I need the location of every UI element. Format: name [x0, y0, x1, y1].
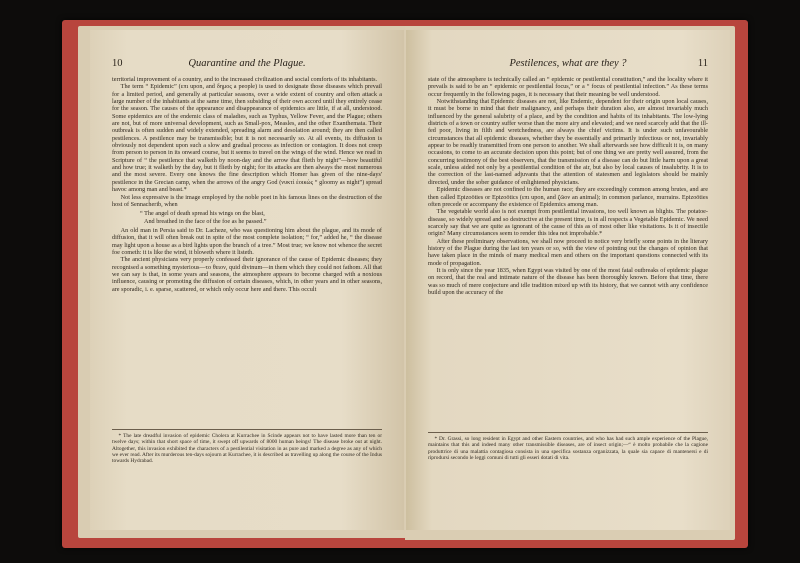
- right-running-title: Pestilences, what are they ?: [509, 58, 627, 69]
- right-footnote: [428, 436, 708, 461]
- paragraph: The vegetable world also is not exempt from pestilential invasions, too well known as blights. The potatoe-disease, so widely spread and so destructive at the present time, is in all respects a Vegetable Epidemic. We need scarcely say that we are quite as ignorant of the cause of this as of most other like visitations. Is it of insectile origin? Many circumstances seem to render this idea not improbable.*: [428, 208, 708, 238]
- paragraph: It is only since the year 1835, when Egypt was visited by one of the most fatal outbreaks of epidemic plague on record, that the real and intimate nature of the disease has been thoroughly known. Before that time, there was so much of mere conjecture and idle tradition mixed up with its history, that we cannot with any confidence build upon the accuracy of the: [428, 266, 708, 296]
- verse-quote: [140, 210, 382, 225]
- paragraph: The ancient physicians very properly confessed their ignorance of the cause of Epidemic diseases; they recognised a something mysterious—το θειον, quid divinum—in them which they could not fathom. All that we can say is that, in some years and seasons, the atmosphere appears to become charged with a noxious influence, causing or promoting the diffusion of certain diseases, which, in other years and in other seasons, are sporadic, i. e. sparse, scattered, or which only occur here and there. This occult: [112, 256, 382, 293]
- left-page-number: 10: [112, 58, 123, 69]
- paragraph: state of the atmosphere is technically called an “ epidemic or pestilential constitution,” and the locality where it prevails is said to be an “ epidemic or pestilential focus,” or a “ focus of pestilential infection.” As these terms occur frequently in the following pages, it is necessary that their meaning be well understood.: [428, 76, 708, 98]
- paragraph: territorial improvement of a country, and to the increased civilization and social comforts of its inhabitants.: [112, 76, 378, 83]
- right-running-head: [428, 58, 708, 72]
- footnote-text: * Dr. Grassi, so long resident in Egypt and other Eastern countries, and who has had such ample experience of the Plague, maintains that this and indeed many other transmissible diseases, are of insect origin;—“ è molto probabile che la cagione produttrice di una malattia contagiosa consista in una specifica sostanza organizzata, la quale sia capace di mantenersi e di riprodursi secondo le leggi comuni di tutti gli esseri dotati di vita.: [428, 436, 708, 461]
- left-footnote-area: [112, 425, 382, 464]
- verse-line: And breathed in the face of the foe as he passed.”: [144, 217, 267, 225]
- footnote-rule: [112, 429, 382, 430]
- paragraph: Notwithstanding that Epidemic diseases are not, like Endemic, dependent for their origin upon local causes, it must be borne in mind that their malignancy, and perhaps their duration also, are almost invariably much influenced by the general salubrity of a place, and by the condition and habits of its inhabitants. The low-lying districts of a town or country suffer worse than the more airy and elevated; and we need scarcely add that the ill-fed poor, living in filth and wretchedness, are always the chief victims. It is under such unfavourable circumstances that all epidemic diseases, whether they be essentially and primarily infectious or not, invariably appear to be readily transmitted from one person to another. We shall afterwards see how difficult it is, on many occasions, to come to an accurate decision upon this point; but of one thing we are pretty well assured, from the concurring testimony of the best observers, that the transmission of a disease can do but little harm upon a great scale, unless aided not only by a pestilential condition of the air, but also by local causes of insalubrity. It is to the correction of the last-named adjuvants that the attention of statesmen and legislators should be mainly directed, under the sober guidance of enlightened physicians.: [428, 98, 708, 186]
- left-running-title: Quarantine and the Plague.: [188, 58, 306, 69]
- right-body-text: [428, 76, 708, 296]
- right-page: [406, 30, 730, 530]
- paragraph: An old man in Persia said to Dr. Lacheze, who was questioning him about the plague, and its mode of diffusion, that it will often break out in spite of the most complete isolation; “ for,” added he, “ the disease may light upon a house as a bird lights upon the branch of a tree.” Most true; we know not whence the secret foe cometh: it is like the wind, it bloweth where it listeth.: [112, 226, 382, 256]
- paragraph: After these preliminary observations, we shall now proceed to notice very briefly some points in the literary history of the Plague during the last ten years or so, with the view of pointing out the changes of opinion that have taken place in the minds of many medical men and others on the important questions connected with its mode of propagation.: [428, 237, 708, 267]
- paragraph: Epidemic diseases are not confined to the human race; they are exceedingly common among brutes, and are then called Epizoöties or Epizoötics (επι upon, and ζῶον an animal); in common parlance, murrains. Epizoöties often precede or accompany the existence of Epidemics among man.: [428, 186, 708, 208]
- left-footnote: [112, 433, 382, 464]
- paragraph: Not less expressive is the image employed by the noble poet in his famous lines on the destruction of the host of Sennacherib, when: [112, 193, 382, 208]
- footnote-text: * The late dreadful invasion of epidemic Cholera at Kurrachee in Scinde appears not to have lasted more than ten or twelve days; within that short space of time, it swept off upwards of 8000 human beings! The disease broke out at night. Altogether, this invasion exhibited the characters of a pestilential visitation in as pure and marked a degree as any of which we ever read. After its murderous ten-days sojourn at Kurrachee, it is described as travelling up along the course of the Indus towards Hydrabad.: [112, 433, 382, 465]
- left-page: [90, 30, 404, 530]
- paragraph: The term “ Epidemic” (επι upon, and δημος a people) is used to designate those diseases which prevail for a limited period, and generally at particular seasons, over a wide extent of country and often attack a large number of the inhabitants at the same time, then subsiding of their own accord until they entirely cease for the season. The causes of the appearance and disappearance of epidemics are little, if at all, understood. Some epidemics are of the endemic class of maladies, such as Typhus, Yellow Fever, and the Plague; others are not, but of more universal development, such as Small-pox, Measles, and the other Exanthemata. Their outbreak is often sudden and widely extended, spreading alarm and desolation around; they are then called pestilences. A pestilence may be transmissible; but it is not necessarily so. At all events, its diffusion is obviously not dependent upon such a slow and gradual process as infection or contagion. It does not creep from person to person in its onward course, but it seems to travel on the wings of the wind. Hence we read in Scripture of “ the pestilence that walketh by noon-day and the arrow that flieth by night”—how beautiful and how true; it walketh by the day, but it flieth by night; for its attacks are then always the most numerous and the most severe. Every one knows the fine description which Homer has given of the nine-days' pestilence in the Grecian camp, when the arrows of the angry God (νυκτὶ ἐοικώς “ gloomy as night”) spread havoc among man and beast.*: [112, 83, 382, 194]
- left-running-head: [112, 58, 382, 72]
- verse-line: “ The angel of death spread his wings on the blast,: [140, 210, 265, 218]
- footnote-rule: [428, 432, 708, 433]
- right-page-number: 11: [697, 58, 708, 69]
- right-footnote-area: [428, 428, 708, 461]
- left-body-text: [112, 76, 382, 293]
